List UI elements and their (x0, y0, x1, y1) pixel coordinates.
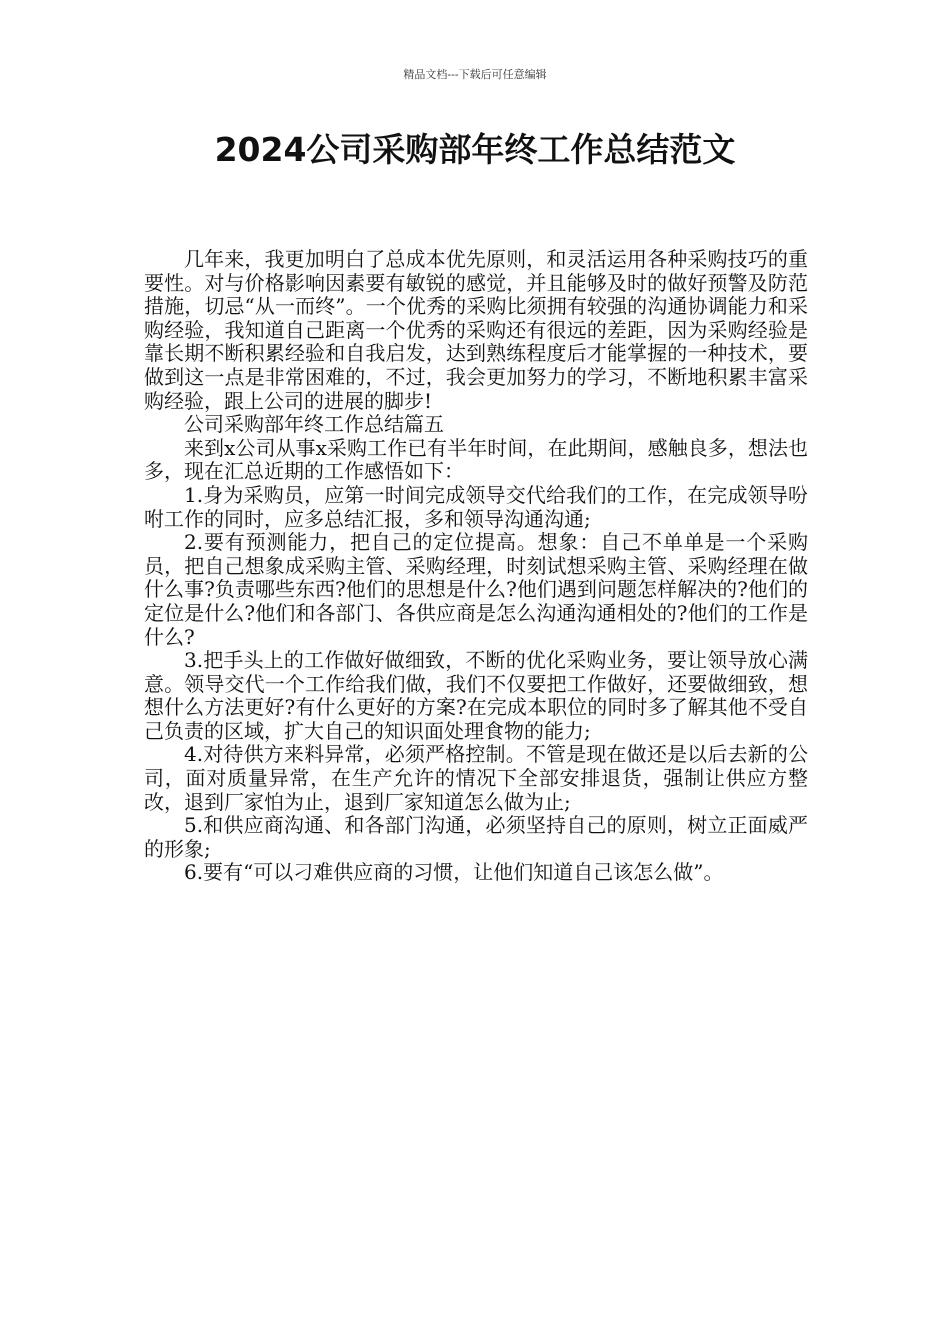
list-item: 3.把手头上的工作做好做细致，不断的优化采购业务，要让领导放心满意。领导交代一个工作给我们做，我们不仅要把工作做好，还要做细致，想想什么方法更好?有什么更好的方案?在完成本职位的同时多了解其他不受自己负责的区域，扩大自己的知识面处理食物的能力; (144, 648, 808, 743)
list-item: 2.要有预测能力，把自己的定位提高。想象：自己不单单是一个采购员，把自己想象成采购主管、采购经理，时刻试想采购主管、采购经理在做什么事?负责哪些东西?他们的思想是什么?他们遇到问题怎样解决的?他们的定位是什么?他们和各部门、各供应商是怎么沟通沟通相处的?他们的工作是什么? (144, 530, 808, 649)
document-body (144, 248, 808, 885)
paragraph: 几年来，我更加明白了总成本优先原则，和灵活运用各种采购技巧的重要性。对与价格影响因素要有敏锐的感觉，并且能够及时的做好预警及防范措施，切忌“从一而终”。一个优秀的采购比须拥有较强的沟通协调能力和采购经验，我知道自己距离一个优秀的采购还有很远的差距，因为采购经验是靠长期不断积累经验和自我启发，达到熟练程度后才能掌握的一种技术，要做到这一点是非常困难的，不过，我会更加努力的学习，不断地积累丰富采购经验，跟上公司的进展的脚步! (144, 247, 808, 413)
list-item: 4.对待供方来料异常，必须严格控制。不管是现在做还是以后去新的公司，面对质量异常，在生产允许的情况下全部安排退货，强制让供应方整改，退到厂家怕为止，退到厂家知道怎么做为止; (144, 742, 808, 814)
page-header: 精品文档---下载后可任意编辑 (403, 68, 547, 81)
document-title: 2024公司采购部年终工作总结范文 (214, 130, 736, 169)
list-item: 5.和供应商沟通、和各部门沟通，必须坚持自己的原则，树立正面威严的形象; (144, 813, 808, 861)
list-item: 1.身为采购员，应第一时间完成领导交代给我们的工作，在完成领导吩咐工作的同时，应多总结汇报，多和领导沟通沟通; (144, 482, 808, 531)
list-item: 6.要有“可以刁难供应商的习惯，让他们知道自己该怎么做”。 (184, 860, 724, 885)
paragraph: 来到x公司从事x采购工作已有半年时间，在此期间，感触良多，想法也多，现在汇总近期的工作感悟如下： (144, 435, 808, 484)
section-heading: 公司采购部年终工作总结篇五 (184, 412, 444, 437)
